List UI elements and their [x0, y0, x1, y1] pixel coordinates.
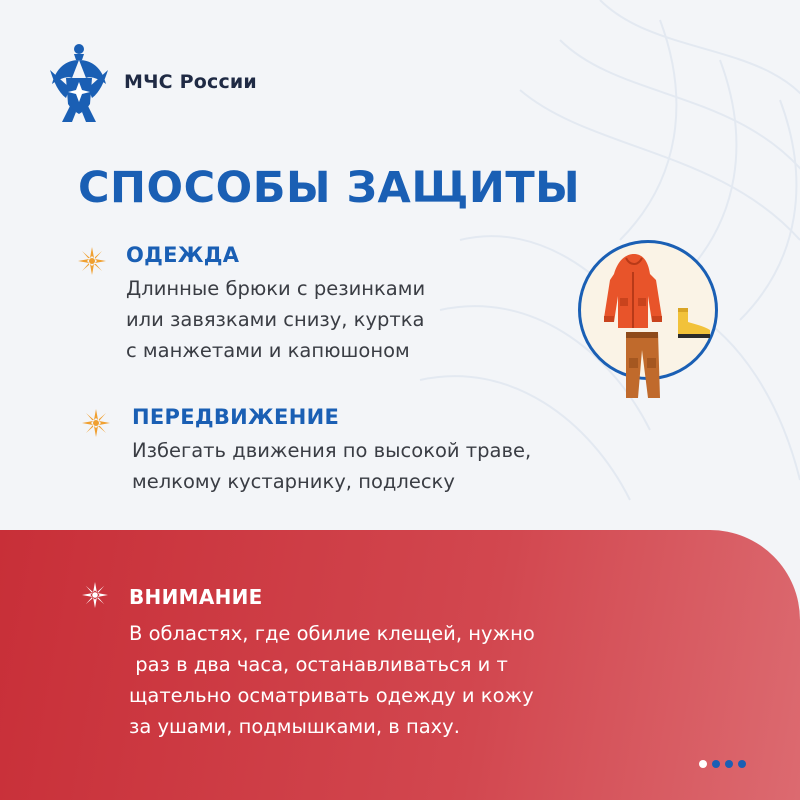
- pagination-dot[interactable]: [738, 760, 746, 768]
- page-title: СПОСОБЫ ЗАЩИТЫ: [78, 163, 581, 213]
- pagination-dot[interactable]: [712, 760, 720, 768]
- brand-logo[interactable]: [48, 40, 257, 124]
- section-text: Избегать движения по высокой траве, мелкому кустарнику, подлеску: [132, 439, 532, 493]
- pagination-dot[interactable]: [725, 760, 733, 768]
- star-icon: [82, 409, 110, 437]
- clothing-illustration-icon: [596, 246, 726, 406]
- mchs-emblem-icon: [48, 40, 110, 124]
- pagination-dot[interactable]: [699, 760, 707, 768]
- attention-block: [0, 530, 800, 800]
- brand-name: МЧС России: [124, 71, 257, 93]
- section-text: Длинные брюки с резинками или завязками снизу, куртка с манжетами и капюшоном: [126, 277, 426, 362]
- attention-text: В областях, где обилие клещей, нужно раз в два часа, останавливаться и т щательно осматривать одежду и кожу за ушами, подмышками, в паху.: [129, 622, 535, 738]
- section-clothing: [78, 243, 528, 366]
- pagination-dots[interactable]: [699, 760, 746, 768]
- section-heading: ПЕРЕДВИЖЕНИЕ: [132, 405, 340, 429]
- attention-heading: ВНИМАНИЕ: [129, 585, 263, 609]
- section-heading: ОДЕЖДА: [126, 243, 240, 267]
- star-icon: [82, 582, 108, 608]
- section-movement: [82, 405, 642, 497]
- star-icon: [78, 247, 106, 275]
